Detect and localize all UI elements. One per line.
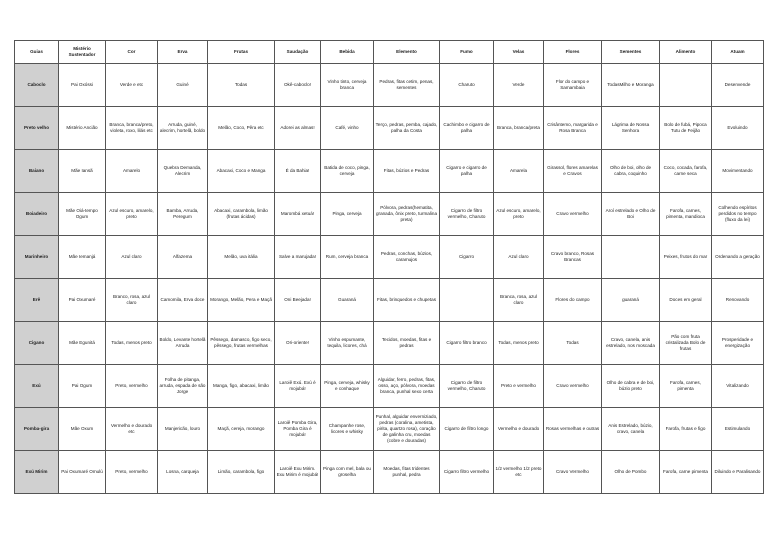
cell-misterio: Mãe Iansã [59, 150, 106, 193]
cell-misterio: Pai Ogum [59, 365, 106, 408]
table-row [15, 365, 764, 408]
cell-saudacao: É da Bahia! [275, 150, 321, 193]
cell-fumo: Cigarro de filtro longo [440, 408, 494, 451]
table-body [15, 64, 764, 494]
cell-sementes [602, 236, 660, 279]
table-row [15, 193, 764, 236]
cell-alimento: Pão com fruta cristalizada Bolo de frutas [660, 322, 712, 365]
cell-flores: Crisântemo, margarida e Rosa Branca [544, 107, 602, 150]
cell-velas: Azul escuro, amarelo, preto [494, 193, 544, 236]
cell-erva: Quebra Demanda, Alecrim [158, 150, 208, 193]
cell-alimento: Farofa, carnes, pimenta [660, 365, 712, 408]
table-row [15, 322, 764, 365]
cell-cor: Amarelo [106, 150, 158, 193]
header-erva: Erva [158, 41, 208, 64]
cell-saudacao: Oni Beejada! [275, 279, 321, 322]
cell-atuam: Estimulando [712, 408, 764, 451]
cell-erva: Bamba, Arruda, Peregum [158, 193, 208, 236]
cell-atuam: Vitalizando [712, 365, 764, 408]
cell-elemento: Fitas, búzios e Pedras [374, 150, 440, 193]
cell-guia: Marinheiro [15, 236, 59, 279]
cell-sementes: Olho de cabra e de boi, búzio preto [602, 365, 660, 408]
cell-sementes: TodasMilho e Moranga [602, 64, 660, 107]
cell-misterio: Mistério Ancião [59, 107, 106, 150]
cell-fumo: Cigarro de filtro vermelho, Charuto [440, 193, 494, 236]
cell-velas: Verde [494, 64, 544, 107]
cell-sementes: Olho de boi, olho de cabra, coquinho [602, 150, 660, 193]
cell-guia: Erê [15, 279, 59, 322]
header-row [15, 41, 764, 64]
table-row [15, 150, 764, 193]
cell-fumo: Charuto [440, 64, 494, 107]
cell-alimento: Coco, cocada, farofa, carne seca [660, 150, 712, 193]
cell-velas: Todas, menos preto [494, 322, 544, 365]
cell-atuam: Ordenando a geração [712, 236, 764, 279]
cell-erva: Arruda, guiné, alecrim, hortelã, boldo [158, 107, 208, 150]
umbanda-guides-table-sheet [14, 40, 764, 494]
cell-flores: Flor do campo e Samambaia [544, 64, 602, 107]
cell-alimento: Doces em geral [660, 279, 712, 322]
cell-cor: Azul claro [106, 236, 158, 279]
table-row [15, 236, 764, 279]
cell-erva: Losna, carqueja [158, 451, 208, 494]
cell-flores: Cravo vermelho [544, 365, 602, 408]
cell-erva: Boldo, Levante hortelã Arruda [158, 322, 208, 365]
cell-atuam: Diluindo e Paralisando [712, 451, 764, 494]
cell-misterio: Pai Oxumaré [59, 279, 106, 322]
cell-guia: Boiadeiro [15, 193, 59, 236]
header-misterio: Mistério Sustentador [59, 41, 106, 64]
cell-frutas: Maçã, cereja, morango [208, 408, 275, 451]
cell-flores: Todas [544, 322, 602, 365]
cell-cor: Todas, menos preto [106, 322, 158, 365]
cell-flores: Cravo branco, Rosas Brancas [544, 236, 602, 279]
cell-saudacao: Marombá xetuá! [275, 193, 321, 236]
cell-alimento: Peixes, frutos do mar [660, 236, 712, 279]
header-saudacao: Saudação [275, 41, 321, 64]
cell-alimento: Farofa, carnes, pimenta, mandioca [660, 193, 712, 236]
header-sementes: Sementes [602, 41, 660, 64]
cell-saudacao: Ori-oriente! [275, 322, 321, 365]
table-row [15, 451, 764, 494]
cell-bebida: Pinga, cerveja [321, 193, 374, 236]
cell-sementes: guaraná [602, 279, 660, 322]
cell-erva: Guiné [158, 64, 208, 107]
cell-erva: Manjericão, louro [158, 408, 208, 451]
cell-elemento: Punhal, alguidar enverniziado, pedras (coralina, ametista, pirita, quartzo rosa), coração de galinha cru, moedas (cobre e douradas) [374, 408, 440, 451]
cell-elemento: Fitas, brinquedos e chupetas [374, 279, 440, 322]
cell-misterio: Pai Oxumaré Omulú [59, 451, 106, 494]
header-frutas: Frutas [208, 41, 275, 64]
cell-cor: Azul escuro, amarelo, preto [106, 193, 158, 236]
cell-frutas: Abacaxi, carambola, limão (frutas ácidas) [208, 193, 275, 236]
cell-frutas: Melão, Coco, Pêra etc [208, 107, 275, 150]
cell-guia: Exú [15, 365, 59, 408]
cell-alimento: Bolo de fubá, Pipoca Tutu de Feijão [660, 107, 712, 150]
cell-flores: Cravo vermelho [544, 193, 602, 236]
cell-bebida: Guaraná [321, 279, 374, 322]
cell-fumo: Cigarro [440, 236, 494, 279]
cell-cor: Preto, vermelho [106, 365, 158, 408]
cell-flores: Cravo Vermelho [544, 451, 602, 494]
cell-velas: Azul claro [494, 236, 544, 279]
cell-elemento: Tecidos, moedas, fitas e pedras [374, 322, 440, 365]
header-guias: Guias [15, 41, 59, 64]
cell-frutas: Manga, figo, abacaxi, limão [208, 365, 275, 408]
header-cor: Cor [106, 41, 158, 64]
cell-alimento: Farofa, frutas e figo [660, 408, 712, 451]
cell-fumo: Cigarro de filtro vermelho, Charuto [440, 365, 494, 408]
cell-cor: Branco, rosa, azul claro [106, 279, 158, 322]
cell-elemento: Pedras, fitas cetim, penas, sementes [374, 64, 440, 107]
cell-atuam: Desenvende [712, 64, 764, 107]
cell-guia: Exú Mirim [15, 451, 59, 494]
cell-alimento [660, 64, 712, 107]
cell-elemento: Moedas, fitas tridentes punhal, pedra [374, 451, 440, 494]
cell-atuam: Renovando [712, 279, 764, 322]
header-atuam: Atuam [712, 41, 764, 64]
cell-guia: Cigano [15, 322, 59, 365]
cell-misterio: Mãe Iemanjá [59, 236, 106, 279]
cell-saudacao: Laroiê Exú. Exú é mojubá! [275, 365, 321, 408]
cell-saudacao: Laroiê Pomba Gira, Pomba Gira é mojubá! [275, 408, 321, 451]
cell-velas: Amarela [494, 150, 544, 193]
cell-cor: Branca, branca/preto, violeta, roxo, lilás etc [106, 107, 158, 150]
cell-flores: Rosas vermelhas e outras [544, 408, 602, 451]
cell-guia: Caboclo [15, 64, 59, 107]
cell-elemento: Terço, pedras, pemba, cajado, palha da Costa [374, 107, 440, 150]
cell-saudacao: Okê-caboclo! [275, 64, 321, 107]
cell-elemento: Pedras, conchas, búzios, caramujos [374, 236, 440, 279]
cell-frutas: Pêssego, damasco, figo seco, pêssego, frutas vermelhas [208, 322, 275, 365]
cell-misterio: Mãe Oxum [59, 408, 106, 451]
cell-sementes: Olho de Pombo [602, 451, 660, 494]
cell-erva: Alfazema [158, 236, 208, 279]
header-bebida: Bebida [321, 41, 374, 64]
cell-erva: Camomila, Erva doce [158, 279, 208, 322]
header-elemento: Elemento [374, 41, 440, 64]
table-row [15, 279, 764, 322]
cell-bebida: Vinho espumante, tequila, licores, chá [321, 322, 374, 365]
cell-frutas: Morango, Melão, Pera e Maçã [208, 279, 275, 322]
cell-alimento: Farofa, carne pimenta [660, 451, 712, 494]
cell-fumo: Cigarro filtro vermelho [440, 451, 494, 494]
cell-fumo: Cigarro filtro branco [440, 322, 494, 365]
cell-bebida: Rum, cerveja branca [321, 236, 374, 279]
cell-sementes: Lágrima de Nossa Senhora [602, 107, 660, 150]
cell-atuam: Colhendo espíritos perdidos no tempo (fluxo da lei) [712, 193, 764, 236]
cell-cor: Vermelho e dourado etc [106, 408, 158, 451]
cell-velas: Branca, branca/preta [494, 107, 544, 150]
cell-bebida: Vinho tinto, cerveja branca [321, 64, 374, 107]
cell-elemento: Alguidar, ferro, pedras, fitas, osso, aço, pólvora, moedas branca, punhal sexo certa [374, 365, 440, 408]
cell-saudacao: Laroiê Exu Mirim. Exu Mirim é mojubá! [275, 451, 321, 494]
cell-velas: Branca, rosa, azul claro [494, 279, 544, 322]
cell-misterio: Mãe Oiá-tempo Ogum [59, 193, 106, 236]
cell-saudacao: Salve a marujada! [275, 236, 321, 279]
cell-sementes: Anis Estrelado, búzio, cravo, canela [602, 408, 660, 451]
cell-frutas: Todas [208, 64, 275, 107]
header-alimento: Alimento [660, 41, 712, 64]
cell-saudacao: Adorei as almas! [275, 107, 321, 150]
cell-atuam: Prosperidade e energização [712, 322, 764, 365]
cell-flores: Girassol, flores amarelas e Cravos [544, 150, 602, 193]
guides-table [14, 40, 764, 494]
cell-bebida: Champanhe rose, licores e whisky [321, 408, 374, 451]
cell-sementes: Aroí estrelado e Olho de Boi [602, 193, 660, 236]
cell-fumo: Cigarro e cigarro de palha [440, 150, 494, 193]
cell-flores: Flores do campo [544, 279, 602, 322]
cell-atuam: Evoluindo [712, 107, 764, 150]
cell-bebida: Pinga com mel, bala ou groselha [321, 451, 374, 494]
cell-guia: Baiano [15, 150, 59, 193]
cell-misterio: Pai Oxóssi [59, 64, 106, 107]
header-fumo: Fumo [440, 41, 494, 64]
table-row [15, 107, 764, 150]
header-velas: Velas [494, 41, 544, 64]
cell-cor: Preto, vermelho [106, 451, 158, 494]
cell-frutas: Limão, carambola, figo [208, 451, 275, 494]
cell-bebida: Batida de coco, pinga, cerveja [321, 150, 374, 193]
cell-misterio: Mãe Egunitá [59, 322, 106, 365]
cell-velas: 1/2 vermelho 1/2 preto etc [494, 451, 544, 494]
cell-cor: Verde e etc [106, 64, 158, 107]
cell-erva: Folha de pitanga, arruda, espada de são Jorge [158, 365, 208, 408]
cell-fumo: Cachimbo e cigarro de palha [440, 107, 494, 150]
cell-frutas: Melão, uva itália [208, 236, 275, 279]
cell-elemento: Pólvora, pedras(hematita, granada, ônix preto, turmalina preta) [374, 193, 440, 236]
cell-bebida: Café, vinho [321, 107, 374, 150]
cell-atuam: Movimentando [712, 150, 764, 193]
table-row [15, 64, 764, 107]
cell-sementes: Cravo, canela, anis estrelado, nos moscada [602, 322, 660, 365]
header-flores: Flores [544, 41, 602, 64]
table-row [15, 408, 764, 451]
cell-bebida: Pinga, cerveja, whisky e conhaque [321, 365, 374, 408]
cell-frutas: Abacaxi, Coco e Manga [208, 150, 275, 193]
cell-fumo [440, 279, 494, 322]
cell-guia: Pomba-gira [15, 408, 59, 451]
cell-velas: Preto e vermelho [494, 365, 544, 408]
cell-velas: Vermelho e dourado [494, 408, 544, 451]
cell-guia: Preto velho [15, 107, 59, 150]
